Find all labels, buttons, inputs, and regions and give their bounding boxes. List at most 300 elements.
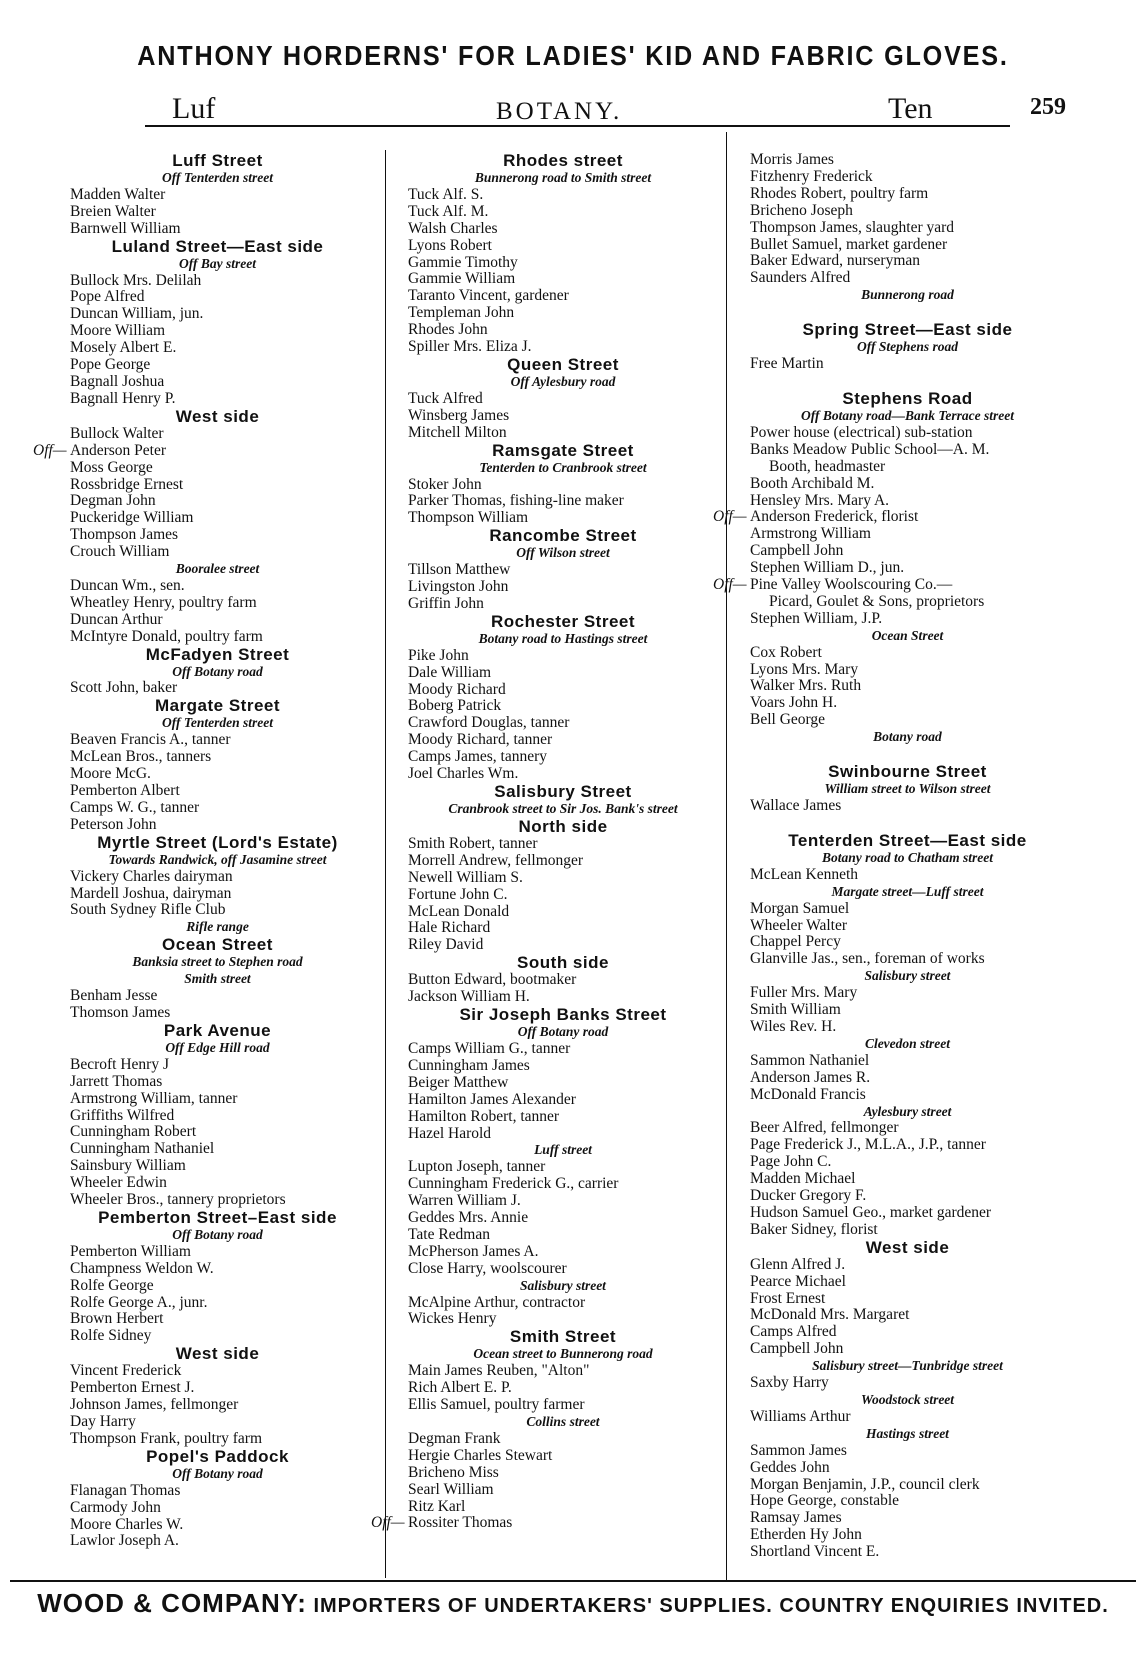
street-subheading: [393, 545, 733, 562]
directory-entry: [55, 800, 380, 817]
street-heading: [393, 613, 733, 631]
entry-text: Smith William: [750, 1002, 841, 1019]
entry-text: Hamilton James Alexander: [408, 1091, 576, 1108]
directory-entry: [55, 1141, 380, 1158]
entry-text: Tate Redman: [408, 1226, 490, 1243]
entry-text: Wallace James: [750, 798, 842, 814]
street-subheading-text: Ocean street to Bunnerong road: [473, 1346, 653, 1362]
directory-entry: [55, 1091, 380, 1108]
directory-entry: [735, 1053, 1080, 1070]
entry-text: Riley David: [408, 937, 484, 954]
entry-text: Pike John: [408, 647, 469, 664]
entry-text: Fitzhenry Frederick: [750, 168, 873, 185]
directory-entry: [55, 902, 380, 919]
street-subheading-text: Off Tenterden street: [162, 715, 273, 731]
directory-entry: [393, 1058, 733, 1075]
entry-text: Booth Archibald M.: [750, 475, 875, 492]
entry-text: Hope George, constable: [750, 1493, 900, 1510]
street-heading-text: Rhodes street: [503, 151, 623, 170]
street-subheading: [393, 631, 733, 648]
header-range-start: Luf: [172, 92, 216, 125]
entry-text: Degman Frank: [408, 1430, 501, 1447]
directory-entry: [393, 1210, 733, 1227]
directory-entry: [55, 1057, 380, 1074]
entry-text: Bell George: [750, 712, 826, 729]
directory-entry: [55, 629, 380, 646]
entry-text: Mardell Joshua, dairyman: [70, 885, 232, 902]
page-number: 259: [1030, 94, 1066, 120]
directory-entry: [55, 783, 380, 800]
entry-text: Vickery Charles dairyman: [70, 868, 233, 885]
entry-text: Parker Thomas, fishing-line maker: [408, 493, 624, 510]
directory-entry: [393, 920, 733, 937]
directory-entry: [735, 798, 1080, 815]
entry-text: Thompson James, slaughter yard: [750, 219, 955, 236]
directory-entry: [393, 1363, 733, 1380]
directory-entry: [735, 1137, 1080, 1154]
entry-text: Duncan Wm., sen.: [70, 577, 185, 594]
entry-text: McLean Bros., tanners: [70, 749, 212, 766]
directory-entry: [735, 951, 1080, 968]
spacer: [735, 746, 1080, 763]
entry-text: Searl William: [408, 1481, 494, 1498]
directory-entry: [735, 425, 1080, 442]
directory-entry: [393, 425, 733, 442]
entry-text: Close Harry, woolscourer: [408, 1260, 567, 1277]
directory-entry: [393, 732, 733, 749]
entry-text: Walker Mrs. Ruth: [750, 678, 862, 695]
street-subheading: [393, 1346, 733, 1363]
street-subheading-text: Cranbrook street to Sir Jos. Bank's street: [448, 801, 678, 816]
directory-entry: [393, 749, 733, 766]
entry-text: Shortland Vincent E.: [750, 1544, 880, 1561]
entry-marker: Off—: [713, 576, 747, 594]
street-heading-text: Tenterden Street—East side: [788, 830, 1027, 850]
entry-text: Winsberg James: [408, 407, 510, 424]
street-subheading: [735, 628, 1080, 645]
directory-entry: [393, 1465, 733, 1482]
entry-text: Campbell John: [750, 543, 844, 560]
entry-text: Spiller Mrs. Eliza J.: [408, 339, 532, 356]
street-subheading: [55, 971, 380, 988]
directory-entry: [55, 680, 380, 697]
street-heading-text: McFadyen Street: [145, 644, 290, 664]
directory-entry: [55, 527, 380, 544]
bottom-advertisement: [0, 1588, 1146, 1619]
entry-text: Degman John: [70, 493, 156, 510]
entry-text: Mitchell Milton: [408, 424, 507, 441]
street-heading: [393, 527, 733, 545]
street-subheading-text: Hastings street: [866, 1425, 949, 1441]
directory-entry: [735, 1205, 1080, 1222]
entry-text: Peterson John: [70, 816, 157, 833]
entry-text: Booth, headmaster: [769, 458, 886, 475]
directory-entry: [735, 237, 1080, 254]
footer-ad-text: IMPORTERS OF UNDERTAKERS' SUPPLIES. COUNTRY ENQUIRIES INVITED.: [313, 1595, 1109, 1617]
directory-entry: [393, 579, 733, 596]
street-subheading: [735, 781, 1080, 798]
street-subheading: [735, 1426, 1080, 1443]
directory-entry: [55, 886, 380, 903]
street-subheading: [735, 339, 1080, 356]
street-subheading: [393, 801, 733, 818]
directory-entry: [735, 1222, 1080, 1239]
entry-text: Jarrett Thomas: [70, 1073, 163, 1090]
entry-text: Beer Alfred, fellmonger: [750, 1120, 899, 1137]
directory-entry: [735, 356, 1080, 373]
entry-text: Rossiter Thomas: [408, 1514, 513, 1532]
directory-entry: [735, 1120, 1080, 1137]
entry-text: Camps James, tannery: [408, 749, 548, 766]
street-heading: [393, 152, 733, 170]
directory-entry: [393, 271, 733, 288]
street-subheading: [55, 664, 380, 681]
directory-entry: [55, 1328, 380, 1345]
entry-text: Madden Michael: [750, 1171, 856, 1188]
street-heading: [55, 238, 380, 256]
entry-text: Puckeridge William: [70, 510, 194, 527]
entry-text: Mosely Albert E.: [70, 340, 177, 357]
street-subheading-text: Salisbury street: [520, 1277, 606, 1293]
directory-column-3: [713, 152, 1080, 1561]
directory-entry: [55, 1397, 380, 1414]
street-subheading-text: Off Stephens road: [856, 339, 958, 355]
street-subheading-text: Salisbury street—Tunbridge street: [812, 1358, 1003, 1374]
street-subheading-text: Botany road to Chatham street: [821, 849, 994, 865]
street-subheading: [55, 256, 380, 273]
street-subheading-text: Aylesbury street: [863, 1103, 952, 1119]
spacer: [735, 373, 1080, 390]
street-subheading-text: Luff street: [534, 1142, 592, 1158]
directory-entry: [735, 1324, 1080, 1341]
entry-text: Rolfe George A., junr.: [70, 1294, 208, 1311]
directory-entry: [55, 323, 380, 340]
directory-entry: [735, 1493, 1080, 1510]
entry-text: Cunningham James: [408, 1057, 530, 1074]
directory-entry: [735, 442, 1080, 459]
entry-text: Ramsay James: [750, 1510, 842, 1527]
directory-entry: [735, 1154, 1080, 1171]
directory-entry: [55, 340, 380, 357]
directory-entry: [735, 169, 1080, 186]
entry-text: Armstrong William, tanner: [70, 1090, 238, 1107]
entry-text: Free Martin: [750, 356, 824, 373]
directory-entry-continuation: [735, 594, 1080, 611]
street-heading: [55, 1022, 380, 1040]
directory-entry: [55, 1124, 380, 1141]
directory-entry: [393, 648, 733, 665]
directory-entry: [393, 1261, 733, 1278]
street-heading: [393, 783, 733, 801]
directory-entry: [393, 836, 733, 853]
entry-text: Williams Arthur: [750, 1408, 851, 1425]
street-subheading-text: Off Botany road—Bank Terrace street: [800, 407, 1014, 423]
entry-text: Ellis Samuel, poultry farmer: [408, 1397, 585, 1414]
entry-text: Moody Richard: [408, 681, 506, 698]
directory-entry: [393, 221, 733, 238]
street-heading-text: Park Avenue: [163, 1020, 272, 1040]
street-subheading: [393, 1414, 733, 1431]
directory-entry: [55, 374, 380, 391]
street-heading: [55, 408, 380, 426]
entry-text: Chappel Percy: [750, 934, 841, 951]
street-subheading-text: Booralee street: [175, 561, 260, 577]
entry-text: Pearce Michael: [750, 1273, 846, 1290]
directory-entry: [735, 1510, 1080, 1527]
street-subheading: [735, 1392, 1080, 1409]
street-heading: [735, 832, 1080, 850]
directory-entry: [735, 1544, 1080, 1561]
directory-entry: [735, 1171, 1080, 1188]
street-subheading: [393, 1024, 733, 1041]
directory-entry: [393, 972, 733, 989]
entry-text: Vincent Frederick: [70, 1363, 182, 1380]
directory-entry: [55, 1431, 380, 1448]
entry-text: Scott John, baker: [70, 680, 178, 697]
directory-entry: [735, 1019, 1080, 1036]
entry-text: Glanville Jas., sen., foreman of works: [750, 951, 985, 968]
street-subheading: [55, 919, 380, 936]
entry-text: Dale William: [408, 664, 492, 681]
entry-text: Stoker John: [408, 476, 482, 493]
street-heading: [55, 697, 380, 715]
street-heading: [393, 356, 733, 374]
directory-entry: [393, 1295, 733, 1312]
street-heading-text: North side: [518, 816, 608, 836]
directory-entry: [393, 493, 733, 510]
entry-text: McLean Kenneth: [750, 866, 859, 883]
directory-entry: [55, 595, 380, 612]
entry-text: Anderson Frederick, florist: [750, 508, 919, 526]
street-heading-text: Salisbury Street: [494, 782, 632, 801]
entry-text: Geddes John: [750, 1459, 830, 1476]
directory-entry: [393, 1227, 733, 1244]
directory-entry: [55, 391, 380, 408]
entry-text: Rolfe George: [70, 1277, 154, 1294]
entry-text: Camps Alfred: [750, 1324, 837, 1341]
directory-entry: [735, 526, 1080, 543]
entry-text: Bullet Samuel, market gardener: [750, 236, 948, 253]
directory-entry: [735, 867, 1080, 884]
entry-text: Rich Albert E. P.: [408, 1380, 512, 1397]
entry-text: Baker Edward, nurseryman: [750, 253, 921, 270]
entry-marker: Off—: [371, 1514, 405, 1532]
directory-entry: [713, 576, 1080, 594]
directory-entry: [55, 1363, 380, 1380]
entry-text: Page John C.: [750, 1154, 832, 1171]
directory-entry: [55, 273, 380, 290]
entry-text: Fortune John C.: [408, 886, 508, 903]
directory-entry: [393, 1380, 733, 1397]
directory-entry: [393, 937, 733, 954]
directory-entry: [55, 1414, 380, 1431]
directory-entry: [735, 934, 1080, 951]
entry-text: Breien Walter: [70, 203, 156, 220]
entry-text: Champness Weldon W.: [70, 1260, 214, 1277]
street-subheading: [55, 1466, 380, 1483]
entry-text: Carmody John: [70, 1499, 161, 1516]
entry-text: Johnson James, fellmonger: [70, 1397, 239, 1414]
entry-text: Beaven Francis A., tanner: [70, 732, 231, 749]
street-heading-text: South side: [517, 953, 609, 973]
entry-text: Pemberton William: [70, 1243, 191, 1260]
street-subheading: [735, 287, 1080, 304]
entry-text: Bagnall Joshua: [70, 373, 165, 390]
directory-entry: [735, 712, 1080, 729]
entry-text: Picard, Goulet & Sons, proprietors: [769, 593, 985, 610]
directory-entry: [735, 662, 1080, 679]
entry-text: Rhodes John: [408, 322, 488, 339]
street-subheading: [393, 170, 733, 187]
directory-entry: [55, 1158, 380, 1175]
directory-entry: [393, 477, 733, 494]
entry-text: Cunningham Frederick G., carrier: [408, 1176, 619, 1193]
entry-text: Cunningham Nathaniel: [70, 1141, 215, 1158]
entry-text: Becroft Henry J: [70, 1056, 169, 1073]
street-subheading-text: Margate street—Luff street: [831, 883, 984, 899]
directory-entry: [393, 1159, 733, 1176]
directory-entry: [55, 1380, 380, 1397]
directory-entry: [55, 1175, 380, 1192]
directory-entry: [735, 220, 1080, 237]
street-heading: [55, 1448, 380, 1466]
directory-entry: [735, 1460, 1080, 1477]
street-subheading: [735, 884, 1080, 901]
street-heading: [55, 1209, 380, 1227]
entry-text: Saxby Harry: [750, 1375, 829, 1392]
directory-entry: [735, 270, 1080, 287]
directory-entry: [55, 1108, 380, 1125]
directory-entry: [393, 288, 733, 305]
entry-text: Fuller Mrs. Mary: [750, 985, 858, 1002]
street-subheading: [735, 408, 1080, 425]
entry-text: Main James Reuben, "Alton": [408, 1363, 590, 1380]
street-heading-text: Stephens Road: [842, 388, 973, 408]
street-subheading: [393, 1278, 733, 1295]
entry-text: Templeman John: [408, 305, 515, 322]
directory-entry: [55, 510, 380, 527]
directory-entry: [55, 1244, 380, 1261]
entry-text: Lawlor Joseph A.: [70, 1533, 179, 1550]
footer-company-name: WOOD & COMPANY:: [37, 1588, 307, 1618]
directory-entry: [393, 1075, 733, 1092]
street-subheading-text: Botany road: [873, 729, 942, 745]
directory-entry: [393, 989, 733, 1006]
directory-entry: [393, 870, 733, 887]
directory-entry: [393, 904, 733, 921]
directory-entry: [55, 477, 380, 494]
spacer: [735, 815, 1080, 832]
directory-entry: [55, 460, 380, 477]
street-subheading: [735, 1036, 1080, 1053]
entry-text: McAlpine Arthur, contractor: [408, 1294, 586, 1311]
entry-text: Duncan William, jun.: [70, 306, 204, 323]
entry-text: Moss George: [70, 459, 153, 476]
entry-text: Beiger Matthew: [408, 1074, 509, 1091]
entry-text: South Sydney Rifle Club: [70, 902, 226, 919]
directory-entry: [55, 749, 380, 766]
directory-entry: [735, 476, 1080, 493]
street-subheading-text: Off Botany road: [172, 1465, 263, 1481]
street-subheading: [735, 729, 1080, 746]
entry-text: Crouch William: [70, 544, 170, 561]
directory-entry: [735, 493, 1080, 510]
street-heading-text: Rancombe Street: [489, 526, 637, 546]
entry-text: Wiles Rev. H.: [750, 1018, 837, 1035]
entry-text: McDonald Francis: [750, 1086, 866, 1103]
directory-entry: [735, 918, 1080, 935]
directory-entry: [393, 698, 733, 715]
entry-text: Stephen William D., jun.: [750, 560, 905, 577]
street-heading-text: Ocean Street: [162, 935, 273, 955]
directory-entry: [55, 988, 380, 1005]
street-heading-text: Luland Street—East side: [111, 236, 324, 256]
directory-entry: [735, 1527, 1080, 1544]
directory-entry: [393, 1482, 733, 1499]
entry-text: Geddes Mrs. Annie: [408, 1210, 529, 1227]
directory-entry: [393, 510, 733, 527]
street-heading-text: Queen Street: [507, 354, 619, 374]
directory-entry: [55, 1533, 380, 1550]
directory-entry: [393, 322, 733, 339]
directory-entry: [393, 1041, 733, 1058]
street-subheading: [55, 715, 380, 732]
directory-entry: [393, 1244, 733, 1261]
top-advertisement: ANTHONY HORDERNS' FOR LADIES' KID AND FABRIC GLOVES.: [137, 40, 1009, 71]
entry-text: Pine Valley Woolscouring Co.—: [750, 576, 953, 594]
entry-text: Warren William J.: [408, 1193, 521, 1210]
directory-entry: [735, 253, 1080, 270]
column-divider-1: [385, 150, 386, 1578]
street-heading: [735, 763, 1080, 781]
entry-text: Smith Robert, tanner: [408, 835, 538, 852]
street-subheading-text: Botany road to Hastings street: [478, 630, 648, 646]
street-heading-text: Spring Street—East side: [802, 320, 1013, 340]
entry-text: Morrell Andrew, fellmonger: [408, 852, 584, 869]
street-subheading-text: Smith street: [184, 971, 251, 987]
directory-entry: [393, 1448, 733, 1465]
street-heading-text: Rochester Street: [490, 611, 636, 631]
street-subheading-text: Ocean Street: [871, 627, 944, 643]
directory-entry: [55, 732, 380, 749]
directory-entry: [55, 289, 380, 306]
street-heading: [393, 1328, 733, 1346]
entry-text: Bagnall Henry P.: [70, 390, 176, 407]
street-heading-text: West side: [865, 1237, 950, 1257]
street-subheading: [735, 1358, 1080, 1375]
entry-text: Lyons Robert: [408, 237, 492, 254]
entry-text: Thomson James: [70, 1004, 171, 1021]
street-subheading: [55, 852, 380, 869]
entry-text: Gammie William: [408, 271, 516, 288]
street-subheading-text: Off Bay street: [179, 255, 256, 271]
directory-entry: [735, 543, 1080, 560]
directory-entry: [713, 508, 1080, 526]
entry-text: Camps W. G., tanner: [70, 799, 200, 816]
entry-text: Morgan Samuel: [750, 900, 850, 917]
directory-entry: [55, 869, 380, 886]
directory-entry: [55, 493, 380, 510]
directory-entry: [393, 339, 733, 356]
directory-entry: [393, 238, 733, 255]
entry-text: Bullock Mrs. Delilah: [70, 272, 202, 289]
entry-text: Etherden Hy John: [750, 1527, 862, 1544]
entry-text: Stephen William, J.P.: [750, 610, 883, 627]
entry-text: Thompson William: [408, 510, 529, 527]
street-subheading-text: Off Edge Hill road: [165, 1039, 270, 1055]
street-heading-text: Sir Joseph Banks Street: [459, 1005, 667, 1025]
entry-text: Wheatley Henry, poultry farm: [70, 594, 257, 611]
